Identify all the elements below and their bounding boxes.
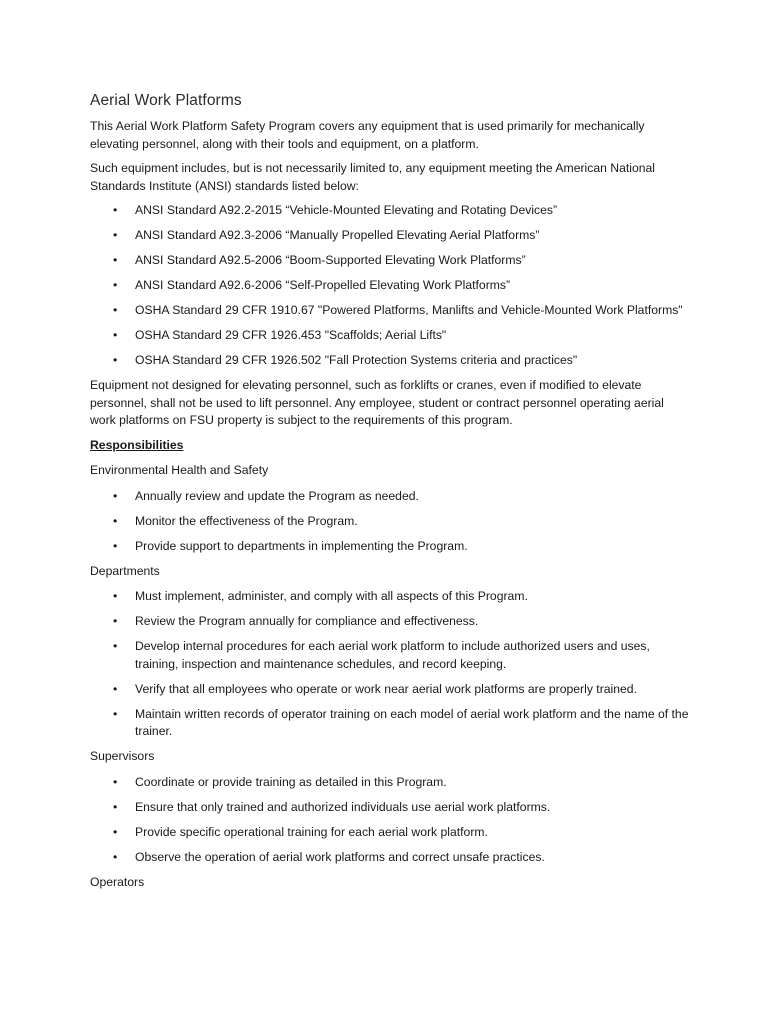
list-item: [90, 824, 690, 842]
list-item: [90, 799, 690, 817]
list-item-text: Verify that all employees who operate or work near aerial work platforms are properly trained.: [135, 681, 637, 696]
list-item: [90, 538, 690, 556]
responsibilities-heading: Responsibilities: [90, 437, 184, 452]
bullet-icon: •: [113, 303, 118, 317]
list-item-text: OSHA Standard 29 CFR 1926.453 "Scaffolds; Aerial Lifts": [135, 328, 447, 342]
intro-paragraph-3: Equipment not designed for elevating personnel, such as forklifts or cranes, even if modified to elevate personnel, shall not be used to lift personnel. Any employee, student or contract personnel operating aerial work platforms on FSU property is subject to the requirements of this program.: [90, 378, 664, 427]
list-item-text: ANSI Standard A92.2-2015 “Vehicle-Mounted Elevating and Rotating Devices”: [135, 203, 558, 217]
document-title: Aerial Work Platforms: [90, 92, 242, 109]
bullet-icon: •: [113, 353, 118, 367]
list-item: [90, 613, 690, 631]
list-item-text: Must implement, administer, and comply with all aspects of this Program.: [135, 589, 528, 603]
list-item: [90, 774, 690, 792]
list-item: [90, 327, 690, 345]
document-page: [90, 92, 690, 899]
standards-list: [90, 202, 690, 370]
list-item-text: OSHA Standard 29 CFR 1926.502 "Fall Protection Systems criteria and practices": [135, 353, 578, 367]
list-item-text: Provide specific operational training for each aerial work platform.: [135, 824, 488, 839]
list-item: [90, 513, 690, 531]
list-item-text: Observe the operation of aerial work platforms and correct unsafe practices.: [135, 849, 545, 864]
bullet-icon: •: [113, 706, 118, 721]
bullet-icon: •: [113, 614, 118, 628]
list-item: [90, 588, 690, 606]
list-item-text: ANSI Standard A92.5-2006 “Boom-Supported Elevating Work Platforms”: [135, 253, 526, 267]
ehs-heading: Environmental Health and Safety: [90, 463, 269, 477]
bullet-icon: •: [113, 513, 118, 528]
list-item: [90, 252, 690, 270]
list-item-text: Monitor the effectiveness of the Program.: [135, 513, 358, 528]
list-item-text: Review the Program annually for compliance and effectiveness.: [135, 614, 479, 628]
bullet-icon: •: [113, 799, 118, 814]
list-item: [90, 849, 690, 867]
list-item: [90, 681, 690, 699]
list-item-text: Develop internal procedures for each aerial work platform to include authorized users and uses, training, inspection and maintenance schedules, and record keeping.: [135, 639, 650, 671]
list-item: [90, 302, 690, 320]
list-item: [90, 488, 690, 506]
departments-heading: Departments: [90, 563, 160, 578]
list-item: [90, 227, 690, 245]
list-item: [90, 277, 690, 295]
intro-paragraph-1: This Aerial Work Platform Safety Program covers any equipment that is used primarily for mechanically elevating personnel, along with their tools and equipment, on a platform.: [90, 119, 645, 151]
bullet-icon: •: [113, 253, 118, 267]
bullet-icon: •: [113, 849, 118, 864]
list-item: [90, 638, 690, 673]
list-item-text: Maintain written records of operator training on each model of aerial work platform and the name of the trainer.: [135, 706, 689, 738]
departments-list: [90, 588, 690, 741]
list-item-text: Provide support to departments in implementing the Program.: [135, 538, 468, 553]
list-item-text: Ensure that only trained and authorized individuals use aerial work platforms.: [135, 799, 551, 814]
operators-heading: Operators: [90, 874, 145, 889]
bullet-icon: •: [113, 824, 118, 839]
list-item: [90, 706, 690, 741]
list-item: [90, 202, 690, 220]
list-item-text: Coordinate or provide training as detailed in this Program.: [135, 774, 447, 789]
bullet-icon: •: [113, 488, 118, 503]
bullet-icon: •: [113, 278, 118, 292]
supervisors-heading: Supervisors: [90, 749, 155, 763]
list-item-text: OSHA Standard 29 CFR 1910.67 "Powered Platforms, Manlifts and Vehicle-Mounted Work Platforms": [135, 303, 683, 317]
list-item-text: ANSI Standard A92.3-2006 “Manually Propelled Elevating Aerial Platforms”: [135, 228, 540, 242]
intro-paragraph-2: Such equipment includes, but is not necessarily limited to, any equipment meeting the American National Standards Institute (ANSI) standards listed below:: [90, 161, 655, 193]
bullet-icon: •: [113, 639, 118, 653]
bullet-icon: •: [113, 774, 118, 789]
list-item-text: ANSI Standard A92.6-2006 “Self-Propelled Elevating Work Platforms”: [135, 278, 511, 292]
supervisors-list: [90, 774, 690, 867]
bullet-icon: •: [113, 203, 118, 217]
bullet-icon: •: [113, 328, 118, 342]
bullet-icon: •: [113, 538, 118, 553]
bullet-icon: •: [113, 589, 118, 603]
list-item-text: Annually review and update the Program as needed.: [135, 488, 419, 503]
bullet-icon: •: [113, 681, 118, 696]
list-item: [90, 352, 690, 370]
bullet-icon: •: [113, 228, 118, 242]
ehs-list: [90, 488, 690, 556]
